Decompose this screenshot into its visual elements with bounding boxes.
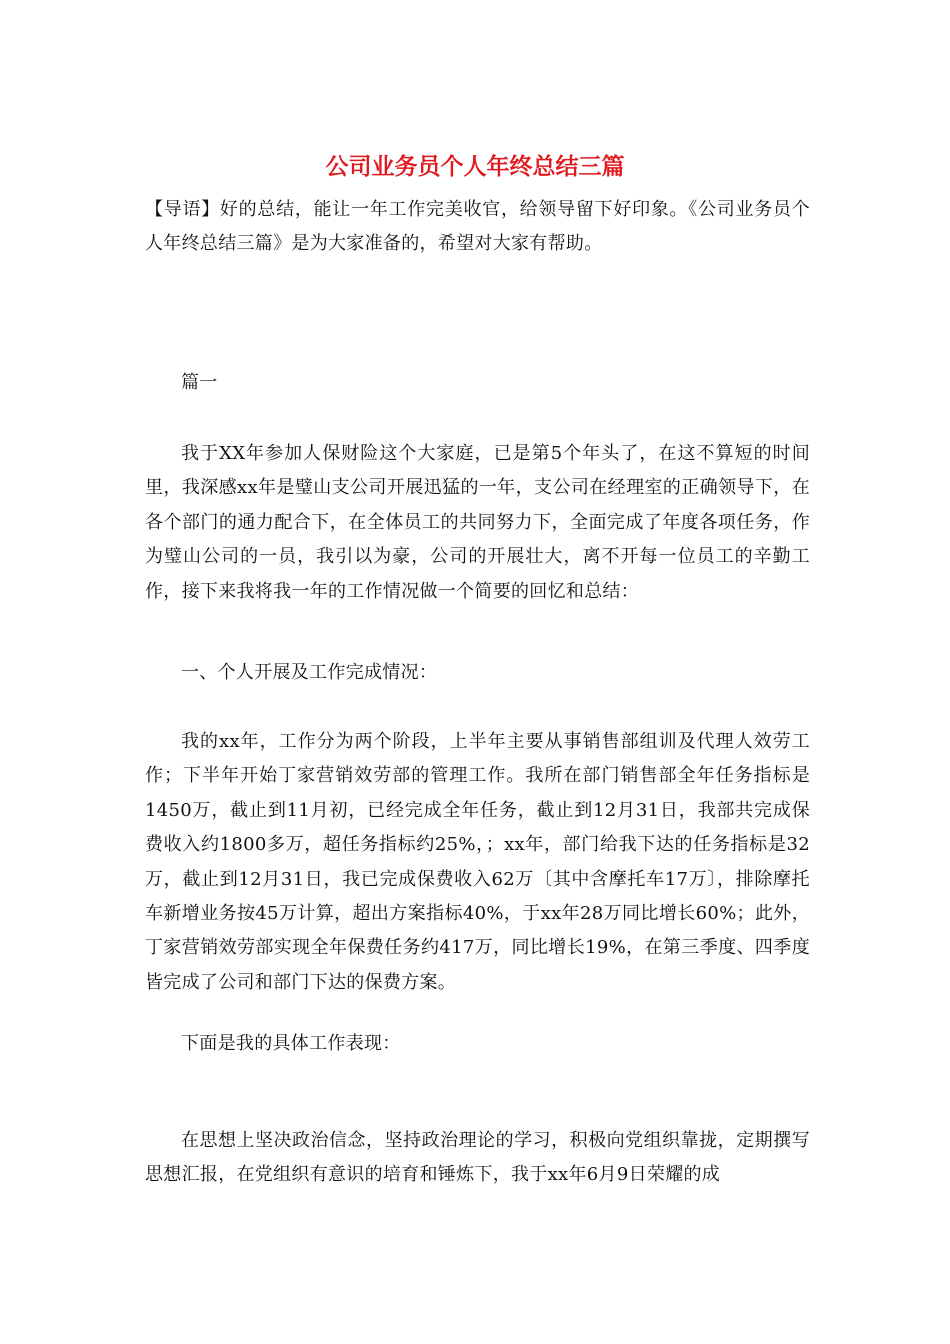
subheading-2: 下面是我的具体工作表现： [181, 1033, 401, 1054]
document-title: 公司业务员个人年终总结三篇 [325, 153, 625, 180]
subheading-1: 一、个人开展及工作完成情况： [181, 662, 438, 683]
section-heading: 篇一 [181, 372, 218, 393]
body-paragraph-1: 我于XX年参加人保财险这个大家庭，已是第5个年头了，在这不算短的时间里，我深感xx年是璧山支公司开展迅猛的一年，支公司在经理室的正确领导下，在各个部门的通力配合下，在全体员工的共同努力下，全面完成了年度各项任务，作为璧山公司的一员，我引以为豪，公司的开展壮大，离不开每一位员工的辛勤工作，接下来我将我一年的工作情况做一个简要的回忆和总结： [145, 443, 810, 602]
body-paragraph-3: 在思想上坚决政治信念，坚持政治理论的学习，积极向党组织靠拢，定期撰写思想汇报，在党组织有意识的培育和锤炼下，我于xx年6月9日荣耀的成 [145, 1130, 810, 1186]
intro-paragraph: 【导语】好的总结，能让一年工作完美收官，给领导留下好印象。《公司业务员个人年终总结三篇》是为大家准备的，希望对大家有帮助。 [145, 199, 810, 255]
body-paragraph-2: 我的xx年，工作分为两个阶段，上半年主要从事销售部组训及代理人效劳工作；下半年开始丁家营销效劳部的管理工作。我所在部门销售部全年任务指标是1450万，截止到11月初，已经完成全年任务，截止到12月31日，我部共完成保费收入约1800多万，超任务指标约25%，；xx年，部门给我下达的任务指标是32万，截止到12月31日，我已完成保费收入62万〔其中含摩托车17万〕，排除摩托车新增业务按45万计算，超出方案指标40%，于xx年28万同比增长60%；此外，丁家营销效劳部实现全年保费任务约417万，同比增长19%，在第三季度、四季度皆完成了公司和部门下达的保费方案。 [145, 731, 810, 993]
